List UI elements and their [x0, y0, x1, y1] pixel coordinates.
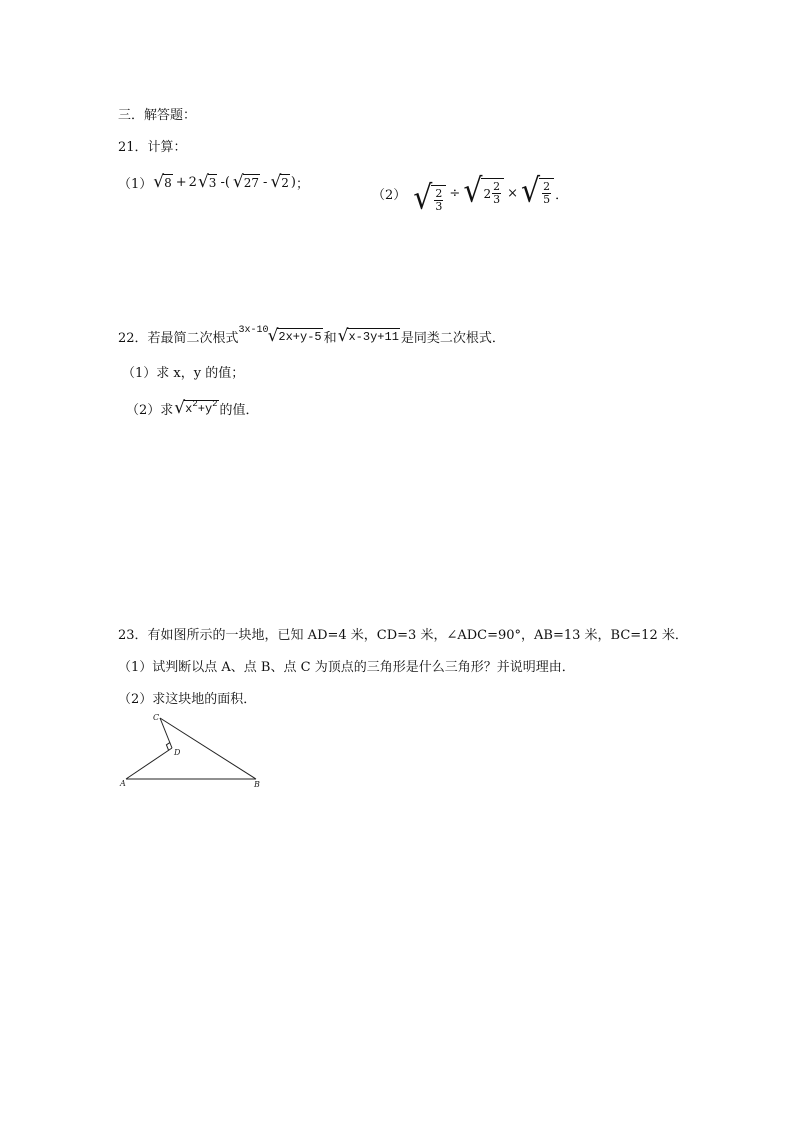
sqrt-27: √ 27: [232, 171, 260, 192]
sqrt-frac-2-3: √ $\frac{2}{3}$: [413, 185, 446, 215]
sqrt-8: √ 8: [153, 171, 172, 192]
triangle-figure: [118, 712, 268, 792]
radical-x-3y-11: √ x-3y+11: [337, 325, 399, 346]
q22-part2: （2）求 √ x $^2$ + y $^2$ 的值．: [126, 397, 259, 418]
q23-stem: 23．有如图所示的一块地，已知 AD=4 米，CD=3 米，∠ADC=90°，AB=13 米，BC=12 米．: [118, 628, 688, 643]
section-title: 三．解答题：: [118, 108, 197, 123]
radical-2x-y-5: √ 2x+y-5: [267, 325, 322, 346]
label-c: C: [153, 713, 160, 722]
sqrt-3: √ 3: [197, 171, 217, 192]
q21-stem: 21．计算：: [118, 140, 187, 155]
q21-part2: （2） √ $\frac{2}{3}$ ÷ √ 2 $\frac{2}{3}$ × √ $\frac{2}{5}$ ．: [372, 171, 569, 218]
segment-ad: [126, 748, 172, 779]
q23-part1: （1）试判断以点 A、点 B、点 C 为顶点的三角形是什么三角形？并说明理由．: [118, 660, 575, 675]
q22-stem: 22．若最简二次根式 3x-10 √ 2x+y-5 和 √ x-3y+11 是同类二次根式．: [118, 324, 505, 346]
sqrt-mixed-2-2-3: √ 2 $\frac{2}{3}$: [463, 178, 504, 208]
sqrt-frac-2-5: √ $\frac{2}{5}$: [521, 178, 554, 208]
sqrt-2: √ 2: [270, 171, 289, 192]
root-index: 3x-10: [238, 324, 269, 336]
label-a: A: [120, 779, 126, 788]
q23-part2: （2）求这块地的面积．: [118, 692, 257, 707]
segment-cd: [160, 718, 172, 748]
label-b: B: [254, 780, 260, 789]
radical-x2-y2: √ x $^2$ + y $^2$: [174, 397, 218, 418]
label-d: D: [174, 748, 181, 757]
q21-part1: （1） √ 8 + 2 √ 3 -( √ 27 - √ 2 ) ；: [118, 171, 310, 192]
q22-part1: （1）求 x，y 的值；: [122, 366, 245, 381]
